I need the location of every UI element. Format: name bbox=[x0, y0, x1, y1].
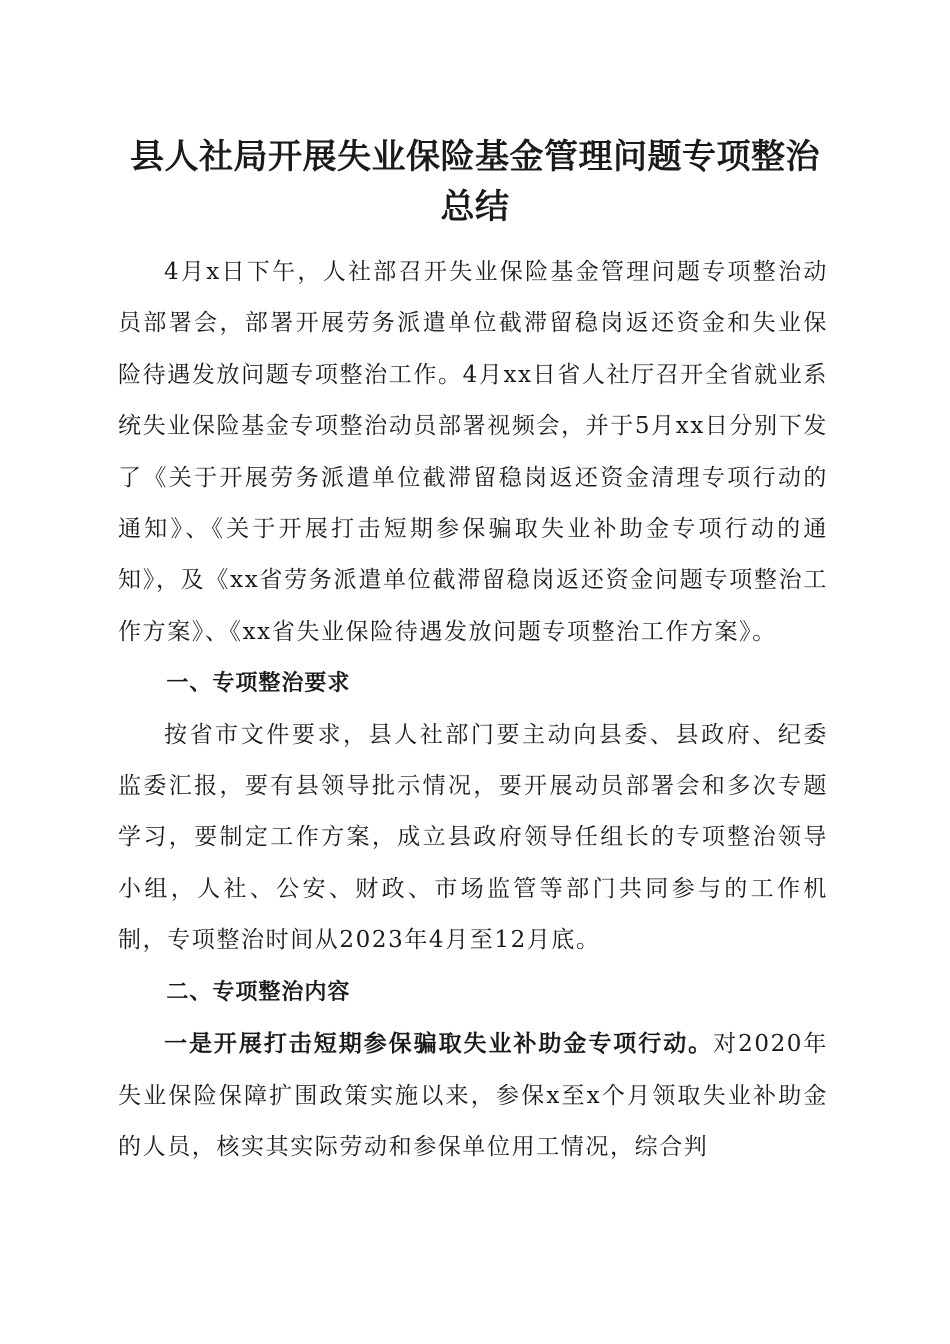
intro-paragraph: 4月x日下午，人社部召开失业保险基金管理问题专项整治动员部署会，部署开展劳务派遣单位截滞留稳岗返还资金和失业保险待遇发放问题专项整治工作。4月xx日省人社厅召开全省就业系统失业保险基金专项整治动员部署视频会，并于5月xx日分别下发了《关于开展劳务派遣单位截滞留稳岗返还资金清理专项行动的通知》、《关于开展打击短期参保骗取失业补助金专项行动的通知》，及《xx省劳务派遣单位截滞留稳岗返还资金问题专项整治工作方案》、《xx省失业保险待遇发放问题专项整治工作方案》。 bbox=[118, 259, 828, 645]
title-line-2: 总结 bbox=[440, 187, 510, 227]
document-title bbox=[110, 132, 840, 232]
section-1-paragraph: 按省市文件要求，县人社部门要主动向县委、县政府、纪委监委汇报，要有县领导批示情况，要开展动员部署会和多次专题学习，要制定工作方案，成立县政府领导任组长的专项整治领导小组，人社、公安、财政、市场监管等部门共同参与的工作机制，专项整治时间从2023年4月至12月底。 bbox=[118, 721, 828, 954]
section-2-paragraph bbox=[118, 1018, 828, 1173]
section-2-body-text: 对2020年失业保险保障扩围政策实施以来，参保x至x个月领取失业补助金的人员，核实其实际劳动和参保单位用工情况，综合判 bbox=[118, 1031, 828, 1160]
section-2-lead-sentence: 一是开展打击短期参保骗取失业补助金专项行动。 bbox=[164, 1030, 714, 1058]
document-body bbox=[118, 247, 828, 1173]
title-line-1: 县人社局开展失业保险基金管理问题专项整治 bbox=[130, 137, 820, 177]
section-2-heading: 二、专项整治内容 bbox=[166, 979, 351, 1005]
section-1-heading: 一、专项整治要求 bbox=[166, 671, 351, 697]
